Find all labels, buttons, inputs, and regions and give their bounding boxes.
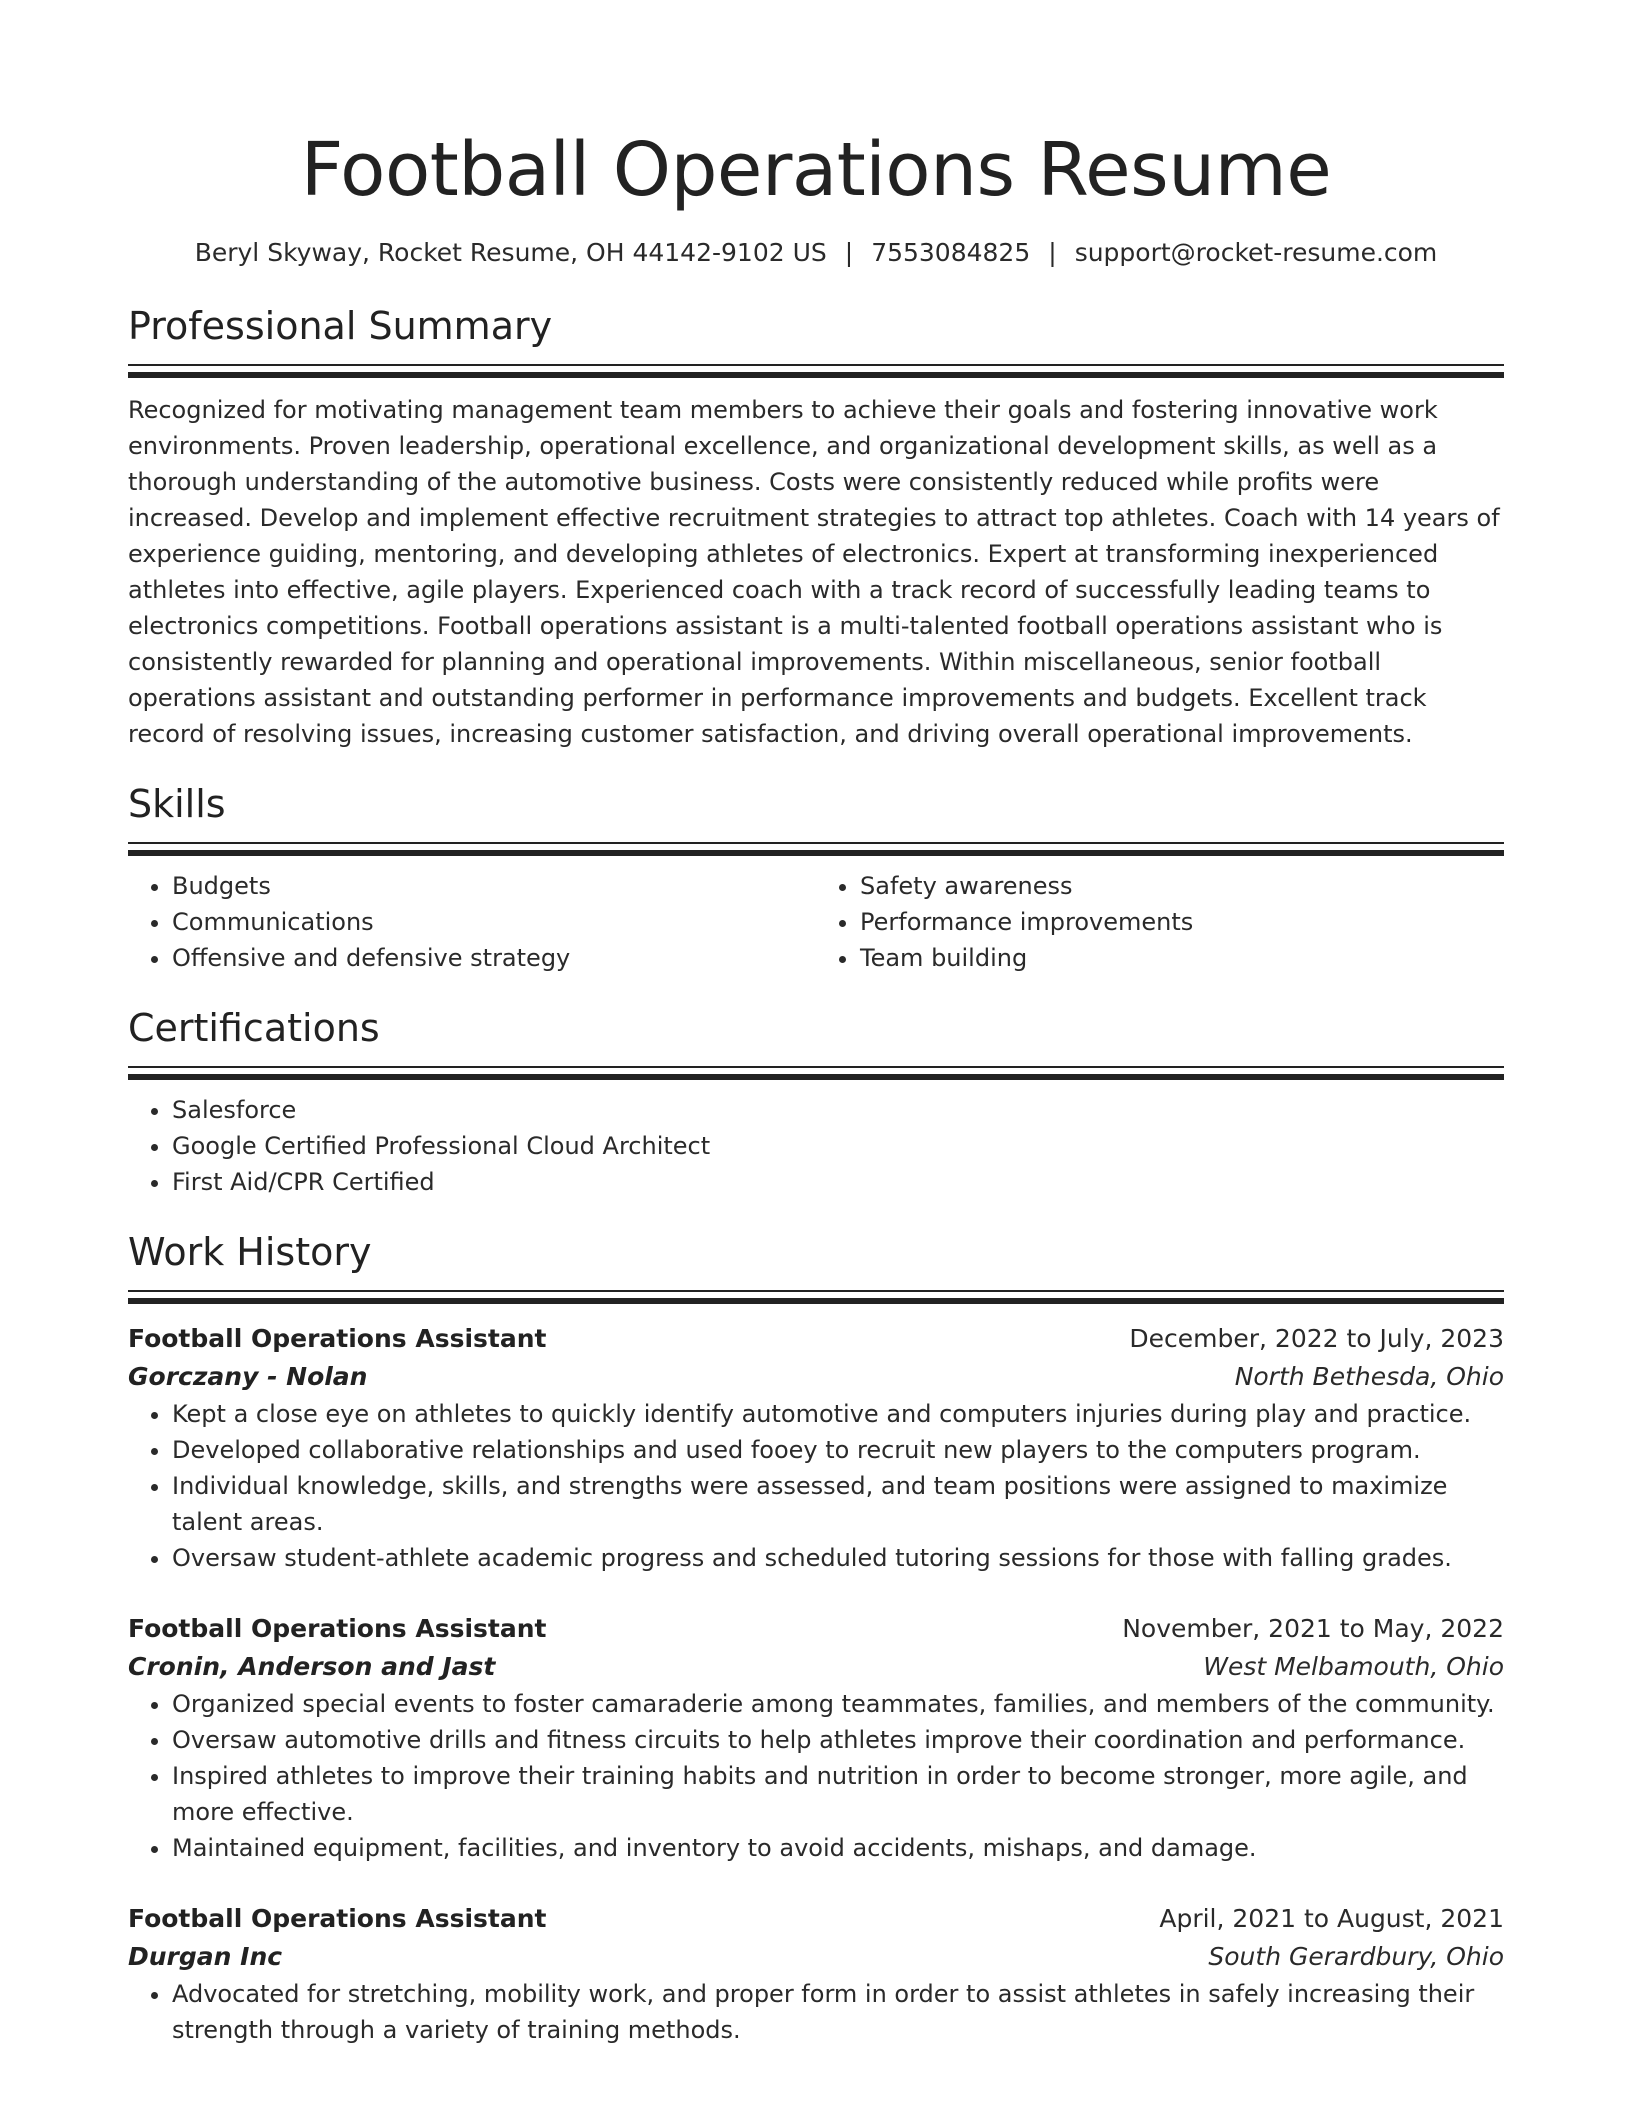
job-entry [128,1900,1504,2048]
work-history-section [128,1228,1504,2048]
skills-heading: Skills [128,782,226,826]
job-bullets [128,1686,1504,1866]
contact-address: Beryl Skyway, Rocket Resume, OH 44142-9102 US [194,238,827,267]
job-subheader-row [128,1358,1504,1396]
job-header-row [128,1610,1504,1648]
job-company: Durgan Inc [128,1942,283,1971]
job-bullet: • Developed collaborative relationships and used fooey to recruit new players to the computers program. [172,1432,1504,1468]
job-subheader-row [128,1938,1504,1976]
section-divider [128,842,1504,856]
job-subheader-row [128,1648,1504,1686]
skill-item: • Performance improvements [860,904,1504,940]
job-bullet: • Organized special events to foster camaraderie among teammates, families, and members of the community. [172,1686,1504,1722]
job-header-row [128,1320,1504,1358]
job-bullet: • Inspired athletes to improve their training habits and nutrition in order to become stronger, more agile, and more effective. [172,1758,1504,1830]
certifications-section [128,1004,1504,1200]
skill-item: • Safety awareness [860,868,1504,904]
certification-item: • Google Certified Professional Cloud Architect [172,1128,1504,1164]
job-title: Football Operations Assistant [128,1324,547,1353]
contact-separator: | [844,238,854,267]
summary-heading: Professional Summary [128,304,553,348]
skills-list-left [128,868,816,976]
job-company: Cronin, Anderson and Jast [128,1652,496,1681]
job-bullet: • Advocated for stretching, mobility work, and proper form in order to assist athletes in safely increasing their strength through a variety of training methods. [172,1976,1504,2048]
job-company: Gorczany - Nolan [128,1362,368,1391]
job-bullet: • Oversaw student-athlete academic progress and scheduled tutoring sessions for those with falling grades. [172,1540,1504,1576]
job-bullet: • Maintained equipment, facilities, and inventory to avoid accidents, mishaps, and damage. [172,1830,1504,1866]
skill-item: • Communications [172,904,816,940]
job-entry [128,1320,1504,1576]
job-bullets [128,1396,1504,1576]
job-location: South Gerardbury, Ohio [1208,1942,1504,1971]
summary-section [128,302,1504,752]
contact-separator: | [1048,238,1057,267]
job-location: North Bethesda, Ohio [1234,1362,1504,1391]
work-history-heading: Work History [128,1230,372,1274]
job-dates: April, 2021 to August, 2021 [1159,1904,1504,1933]
job-bullet: • Oversaw automotive drills and fitness circuits to help athletes improve their coordination and performance. [172,1722,1504,1758]
certifications-list [128,1092,1504,1200]
skill-item: • Offensive and defensive strategy [172,940,816,976]
skills-list-right [816,868,1504,976]
section-divider [128,364,1504,378]
contact-line [128,236,1504,270]
job-title: Football Operations Assistant [128,1904,547,1933]
certification-item: • First Aid/CPR Certified [172,1164,1504,1200]
resume-title: Football Operations Resume [300,127,1332,213]
job-entry [128,1610,1504,1866]
job-bullet: • Individual knowledge, skills, and strengths were assessed, and team positions were assigned to maximize talent areas. [172,1468,1504,1540]
skill-item: • Budgets [172,868,816,904]
skill-item: • Team building [860,940,1504,976]
job-location: West Melbamouth, Ohio [1203,1652,1504,1681]
job-dates: November, 2021 to May, 2022 [1122,1614,1504,1643]
job-title: Football Operations Assistant [128,1614,547,1643]
job-dates: December, 2022 to July, 2023 [1129,1324,1504,1353]
skills-section [128,780,1504,976]
job-bullet: • Kept a close eye on athletes to quickly identify automotive and computers injuries during play and practice. [172,1396,1504,1432]
contact-email[interactable]: support@rocket-resume.com [1074,238,1438,267]
section-divider [128,1066,1504,1080]
job-header-row [128,1900,1504,1938]
certifications-heading: Certifications [128,1006,380,1050]
summary-text: Recognized for motivating management team members to achieve their goals and fostering innovative work environments. Proven leadership, operational excellence, and organizational development skills, as well as a thorough understanding of the automotive business. Costs were consistently reduced while profits were increased. Develop and implement effective recruitment strategies to attract top athletes. Coach with 14 years of experience guiding, mentoring, and developing athletes of electronics. Expert at transforming inexperienced athletes into effective, agile players. Experienced coach with a track record of successfully leading teams to electronics competitions. Football operations assistant is a multi-talented football operations assistant who is consistently rewarded for planning and operational improvements. Within miscellaneous, senior football operations assistant and outstanding performer in performance improvements and budgets. Excellent track record of resolving issues, increasing customer satisfaction, and driving overall operational improvements. [128,396,1500,748]
section-divider [128,1290,1504,1304]
job-bullets [128,1976,1504,2048]
contact-phone: 7553084825 [871,238,1031,267]
certification-item: • Salesforce [172,1092,1504,1128]
skills-grid [128,868,1504,976]
